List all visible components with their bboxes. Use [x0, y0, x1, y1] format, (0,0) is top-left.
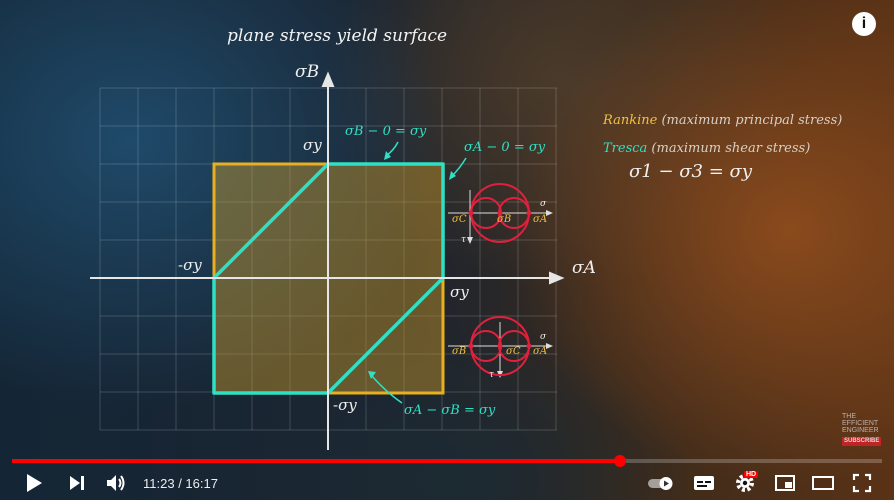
- legend-tresca-desc: (maximum shear stress): [651, 141, 811, 156]
- legend-rankine: [603, 113, 842, 128]
- theater-mode-icon[interactable]: [811, 471, 835, 495]
- label-sigma-y-top: σy: [303, 136, 322, 154]
- subtitles-icon[interactable]: [692, 471, 716, 495]
- equation-right-edge: σA − 0 = σy: [464, 140, 546, 155]
- mohr-top-tau-axis: τ: [461, 235, 466, 245]
- mohr-top-sigma-b: σB: [497, 214, 512, 225]
- watermark-line-2: EFFICIENT: [842, 420, 879, 427]
- label-neg-sigma-y-left: -σy: [178, 256, 202, 274]
- progress-bar[interactable]: [12, 459, 882, 463]
- axis-label-sigma-b: σB: [295, 62, 320, 82]
- axis-label-sigma-a: σA: [572, 258, 596, 278]
- label-neg-sigma-y-bottom: -σy: [333, 396, 357, 414]
- progress-played: [12, 459, 620, 463]
- mohr-bottom-tau-axis: τ: [489, 370, 494, 380]
- mohr-bottom-sigma-c: σC: [506, 346, 521, 357]
- equation-top-edge: σB − 0 = σy: [345, 124, 427, 139]
- channel-watermark[interactable]: [842, 413, 888, 446]
- next-video-icon[interactable]: [65, 471, 89, 495]
- tresca-criterion-equation: σ1 − σ3 = σy: [629, 161, 752, 182]
- time-display: [143, 476, 218, 491]
- watermark-line-1: THE: [842, 413, 856, 420]
- time-current: 11:23: [143, 476, 175, 491]
- legend-rankine-desc: (maximum principal stress): [661, 113, 843, 128]
- play-icon[interactable]: [22, 471, 46, 495]
- mohr-bottom-sigma-axis: σ: [540, 332, 547, 342]
- mohr-top-sigma-c: σC: [452, 214, 467, 225]
- volume-icon[interactable]: [104, 471, 128, 495]
- legend-rankine-name: Rankine: [603, 113, 658, 128]
- time-total: 16:17: [185, 476, 218, 491]
- mohr-bottom-sigma-a: σA: [533, 346, 548, 357]
- miniplayer-icon[interactable]: [773, 471, 797, 495]
- fullscreen-icon[interactable]: [850, 471, 874, 495]
- figure-title: plane stress yield surface: [227, 26, 448, 46]
- hd-badge: HD: [746, 471, 757, 478]
- label-sigma-y-right: σy: [450, 283, 469, 301]
- time-separator: /: [174, 476, 186, 491]
- mohr-bottom-sigma-b: σB: [452, 346, 467, 357]
- info-button[interactable]: i: [852, 12, 876, 36]
- watermark-line-3: ENGINEER: [842, 427, 879, 434]
- watermark-subscribe-badge: SUBSCRIBE: [844, 438, 880, 444]
- mohr-top-sigma-a: σA: [533, 214, 548, 225]
- mohr-top-sigma-axis: σ: [540, 199, 547, 209]
- legend-tresca-name: Tresca: [603, 141, 648, 156]
- equation-diagonal: σA − σB = σy: [404, 403, 496, 418]
- control-bar: [0, 465, 894, 500]
- legend-tresca: [603, 141, 810, 156]
- autoplay-toggle-icon[interactable]: [646, 471, 676, 495]
